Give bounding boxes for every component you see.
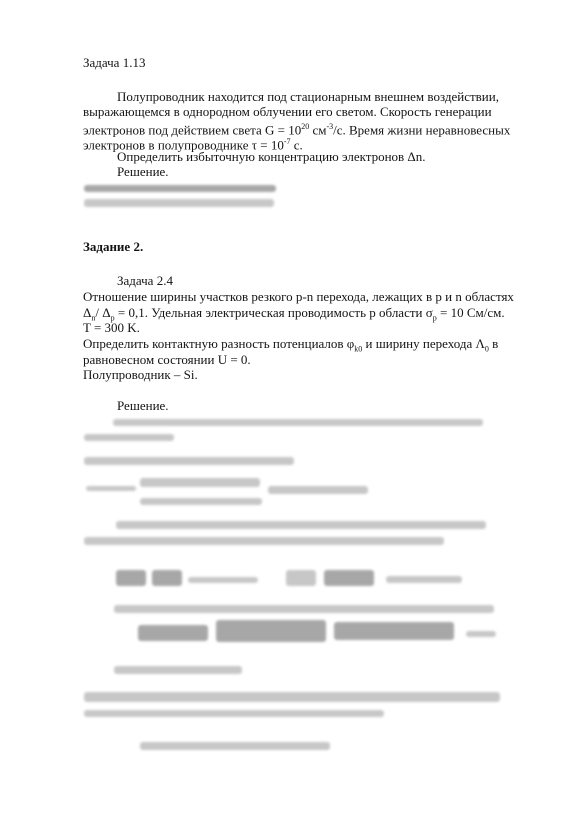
task1-text-line4: электронов в полупроводнике $\tau = 10^{-7}$ с.	[83, 137, 303, 153]
task2-text-line2: $\Delta_n/$ $\Delta_p = 0,1$. Удельная электрическая проводимость p области $\sigma_p = 10$ См/см.	[83, 305, 505, 323]
task1-solution-label: Решение.	[117, 164, 169, 179]
task2-text-line5: равновесном состоянии U = 0.	[83, 352, 251, 367]
task2-text-line3: T = 300 K.	[83, 320, 140, 335]
task1-heading: Задача 1.13	[83, 55, 146, 70]
task1-text-line1: Полупроводник находится под стационарным внешнем воздействии,	[117, 89, 499, 104]
task2-heading: Задача 2.4	[117, 273, 173, 288]
task2-text-line6: Полупроводник – Si.	[83, 367, 198, 382]
task1-text-line2: выражающемся в однородном облучении его светом. Скорость генерации	[83, 104, 492, 119]
task1-question: Определить избыточную концентрацию электронов Δn.	[117, 149, 426, 164]
section2-heading: Задание 2.	[83, 239, 144, 254]
task1-text-line3: электронов под действием света $G = 10^{20}$ $см^{-3}/с$. Время жизни неравновесных	[83, 122, 511, 138]
task2-text-line4: Определить контактную разность потенциалов $\varphi_{k0}$ и ширину перехода $\Lambda_0$ в	[83, 336, 499, 354]
task2-solution-label: Решение.	[117, 398, 169, 413]
task2-text-line1: Отношение ширины участков резкого p-n перехода, лежащих в p и n областях	[83, 289, 514, 304]
